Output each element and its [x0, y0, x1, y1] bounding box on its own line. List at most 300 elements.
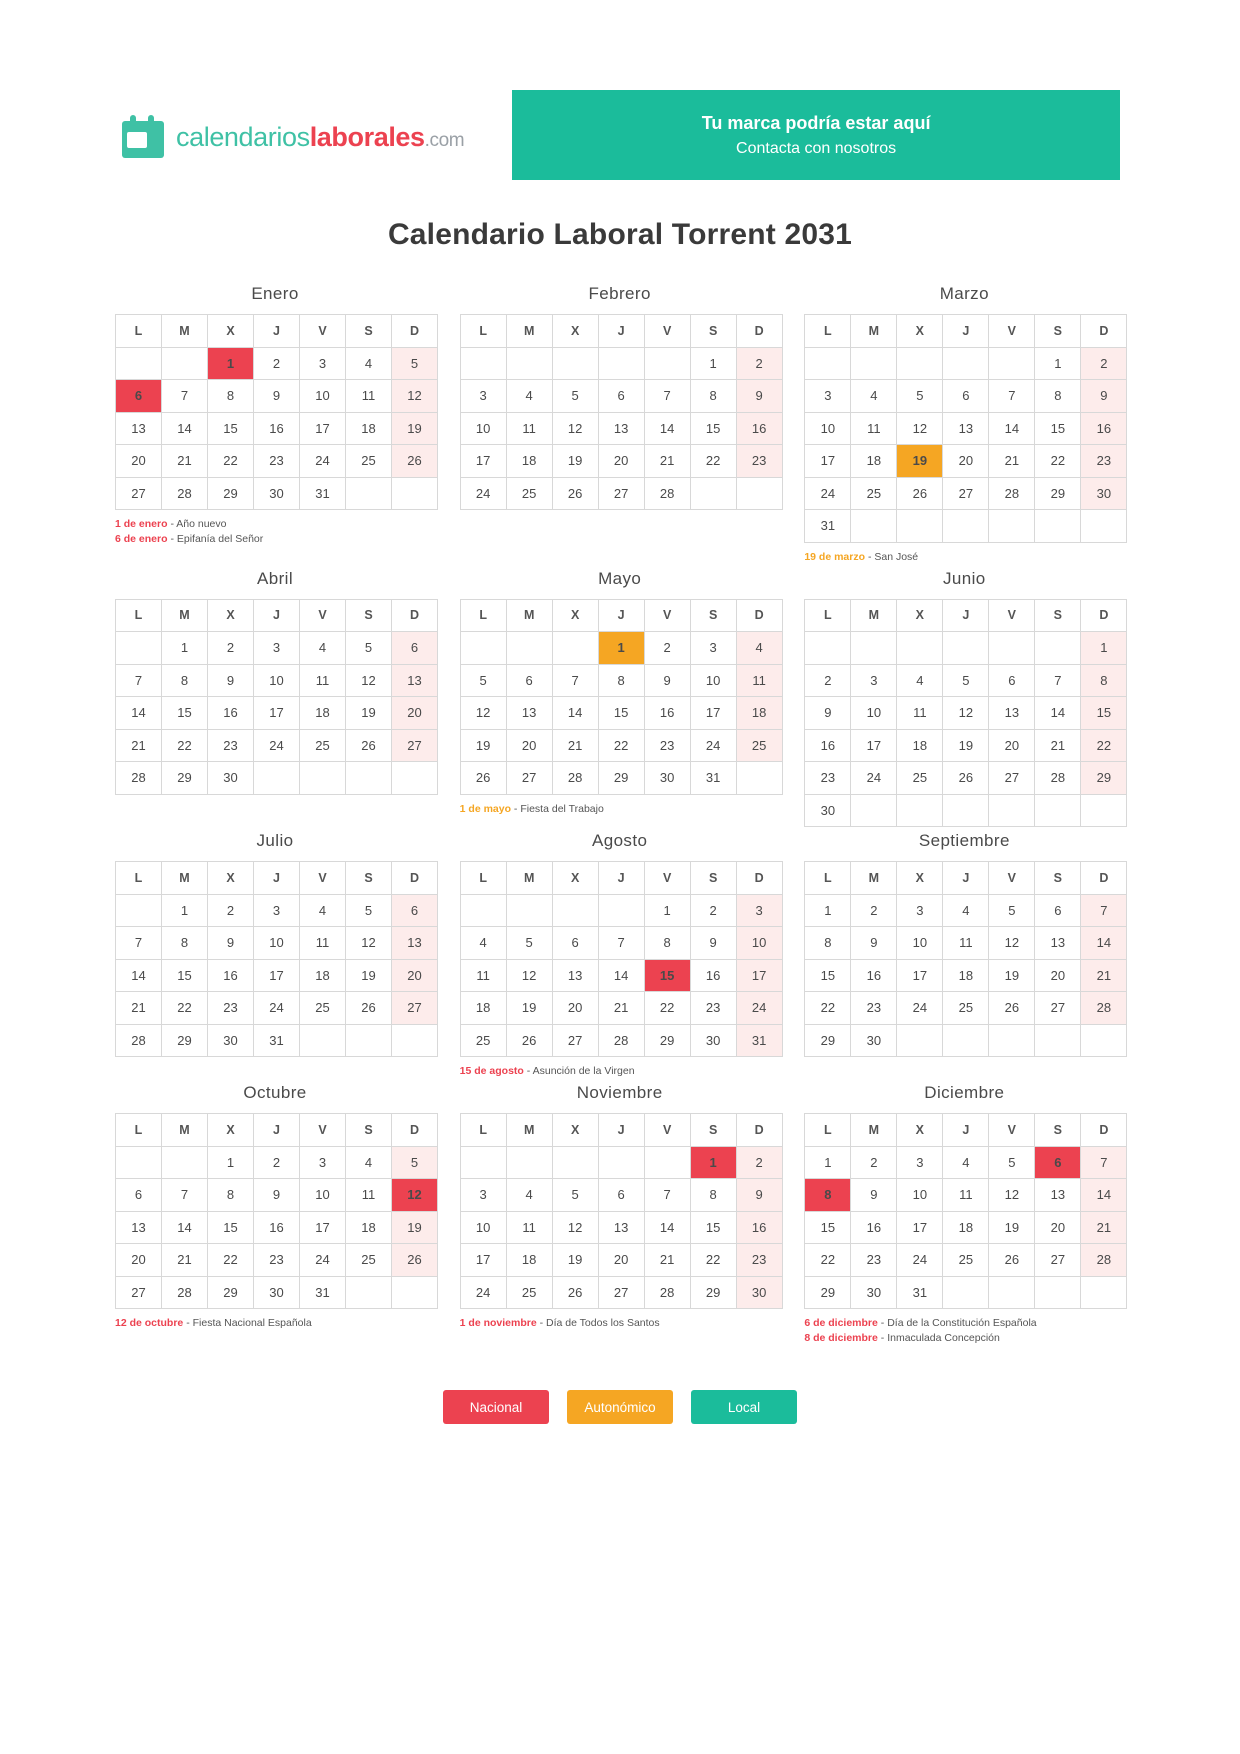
day-cell[interactable]: 12 [943, 697, 989, 730]
day-cell[interactable]: 21 [116, 729, 162, 762]
day-cell[interactable]: 19 [989, 1211, 1035, 1244]
day-cell[interactable]: 28 [116, 1024, 162, 1057]
day-cell[interactable]: 12 [897, 412, 943, 445]
day-cell[interactable]: 30 [254, 1276, 300, 1309]
day-cell[interactable]: 4 [897, 664, 943, 697]
day-cell[interactable]: 30 [208, 762, 254, 795]
day-cell[interactable]: 23 [690, 992, 736, 1025]
day-cell[interactable]: 26 [989, 1244, 1035, 1277]
day-cell[interactable]: 27 [116, 1276, 162, 1309]
day-cell[interactable]: 29 [644, 1024, 690, 1057]
day-cell[interactable]: 27 [392, 729, 438, 762]
day-cell[interactable]: 28 [1081, 1244, 1127, 1277]
day-cell[interactable]: 14 [162, 412, 208, 445]
day-cell[interactable]: 1 [208, 1146, 254, 1179]
day-cell[interactable]: 12 [346, 664, 392, 697]
day-cell[interactable]: 8 [690, 380, 736, 413]
day-cell[interactable]: 31 [300, 477, 346, 510]
day-cell[interactable]: 26 [552, 1276, 598, 1309]
day-cell[interactable]: 24 [897, 992, 943, 1025]
day-cell[interactable]: 30 [851, 1276, 897, 1309]
day-cell[interactable]: 27 [1035, 992, 1081, 1025]
day-cell[interactable]: 20 [598, 1244, 644, 1277]
day-cell[interactable]: 5 [346, 632, 392, 665]
day-cell[interactable]: 20 [116, 445, 162, 478]
day-cell-holiday[interactable]: 12 [392, 1179, 438, 1212]
day-cell[interactable]: 25 [897, 762, 943, 795]
day-cell[interactable]: 8 [208, 380, 254, 413]
day-cell[interactable]: 24 [690, 729, 736, 762]
day-cell[interactable]: 18 [346, 412, 392, 445]
day-cell[interactable]: 18 [506, 1244, 552, 1277]
day-cell[interactable]: 27 [598, 1276, 644, 1309]
day-cell[interactable]: 24 [805, 477, 851, 510]
day-cell[interactable]: 31 [897, 1276, 943, 1309]
day-cell[interactable]: 16 [208, 697, 254, 730]
day-cell[interactable]: 29 [598, 762, 644, 795]
day-cell[interactable]: 11 [897, 697, 943, 730]
day-cell[interactable]: 28 [552, 762, 598, 795]
day-cell[interactable]: 19 [392, 1211, 438, 1244]
day-cell[interactable]: 22 [690, 445, 736, 478]
day-cell[interactable]: 7 [552, 664, 598, 697]
day-cell[interactable]: 17 [460, 1244, 506, 1277]
day-cell[interactable]: 24 [460, 1276, 506, 1309]
day-cell[interactable]: 19 [552, 445, 598, 478]
day-cell[interactable]: 13 [116, 1211, 162, 1244]
day-cell[interactable]: 30 [851, 1024, 897, 1057]
day-cell[interactable]: 28 [1035, 762, 1081, 795]
day-cell[interactable]: 19 [943, 729, 989, 762]
day-cell[interactable]: 29 [805, 1276, 851, 1309]
day-cell[interactable]: 26 [989, 992, 1035, 1025]
day-cell[interactable]: 6 [1035, 894, 1081, 927]
day-cell[interactable]: 29 [1035, 477, 1081, 510]
day-cell[interactable]: 11 [506, 412, 552, 445]
day-cell[interactable]: 20 [943, 445, 989, 478]
day-cell[interactable]: 28 [598, 1024, 644, 1057]
day-cell[interactable]: 27 [506, 762, 552, 795]
day-cell[interactable]: 15 [162, 697, 208, 730]
day-cell[interactable]: 24 [897, 1244, 943, 1277]
day-cell[interactable]: 23 [1081, 445, 1127, 478]
day-cell[interactable]: 15 [690, 412, 736, 445]
day-cell[interactable]: 23 [208, 992, 254, 1025]
legend-item-autonómico[interactable]: Autonómico [567, 1390, 673, 1424]
day-cell[interactable]: 24 [254, 992, 300, 1025]
day-cell[interactable]: 22 [805, 992, 851, 1025]
day-cell[interactable]: 26 [552, 477, 598, 510]
day-cell[interactable]: 13 [392, 927, 438, 960]
day-cell[interactable]: 4 [346, 347, 392, 380]
day-cell[interactable]: 27 [392, 992, 438, 1025]
day-cell[interactable]: 12 [392, 380, 438, 413]
day-cell[interactable]: 30 [1081, 477, 1127, 510]
day-cell[interactable]: 13 [598, 1211, 644, 1244]
day-cell[interactable]: 1 [805, 1146, 851, 1179]
day-cell[interactable]: 11 [300, 927, 346, 960]
day-cell[interactable]: 4 [943, 894, 989, 927]
day-cell[interactable]: 1 [644, 894, 690, 927]
day-cell[interactable]: 15 [1081, 697, 1127, 730]
day-cell[interactable]: 8 [208, 1179, 254, 1212]
day-cell[interactable]: 28 [989, 477, 1035, 510]
day-cell[interactable]: 11 [851, 412, 897, 445]
day-cell[interactable]: 9 [851, 1179, 897, 1212]
day-cell[interactable]: 26 [346, 992, 392, 1025]
day-cell[interactable]: 14 [552, 697, 598, 730]
day-cell[interactable]: 25 [506, 477, 552, 510]
day-cell[interactable]: 28 [1081, 992, 1127, 1025]
day-cell[interactable]: 17 [254, 959, 300, 992]
day-cell[interactable]: 9 [254, 1179, 300, 1212]
day-cell-holiday[interactable]: 1 [690, 1146, 736, 1179]
day-cell[interactable]: 26 [943, 762, 989, 795]
day-cell[interactable]: 11 [346, 380, 392, 413]
day-cell[interactable]: 3 [897, 1146, 943, 1179]
day-cell[interactable]: 12 [552, 1211, 598, 1244]
day-cell[interactable]: 7 [1081, 894, 1127, 927]
day-cell[interactable]: 10 [851, 697, 897, 730]
day-cell[interactable]: 27 [598, 477, 644, 510]
day-cell[interactable]: 24 [300, 445, 346, 478]
day-cell[interactable]: 21 [1081, 959, 1127, 992]
day-cell[interactable]: 10 [254, 664, 300, 697]
day-cell[interactable]: 28 [644, 1276, 690, 1309]
day-cell[interactable]: 21 [1035, 729, 1081, 762]
day-cell[interactable]: 6 [989, 664, 1035, 697]
day-cell[interactable]: 18 [300, 697, 346, 730]
day-cell[interactable]: 2 [208, 894, 254, 927]
day-cell[interactable]: 6 [598, 380, 644, 413]
day-cell[interactable]: 8 [644, 927, 690, 960]
day-cell[interactable]: 15 [805, 1211, 851, 1244]
day-cell[interactable]: 31 [805, 510, 851, 543]
day-cell[interactable]: 13 [506, 697, 552, 730]
day-cell[interactable]: 3 [300, 347, 346, 380]
day-cell[interactable]: 10 [460, 412, 506, 445]
legend-item-local[interactable]: Local [691, 1390, 797, 1424]
day-cell[interactable]: 3 [460, 380, 506, 413]
day-cell[interactable]: 29 [1081, 762, 1127, 795]
day-cell[interactable]: 10 [805, 412, 851, 445]
day-cell[interactable]: 4 [346, 1146, 392, 1179]
day-cell[interactable]: 14 [598, 959, 644, 992]
day-cell-holiday[interactable]: 6 [1035, 1146, 1081, 1179]
day-cell[interactable]: 27 [989, 762, 1035, 795]
day-cell[interactable]: 26 [897, 477, 943, 510]
day-cell[interactable]: 9 [805, 697, 851, 730]
day-cell[interactable]: 28 [116, 762, 162, 795]
day-cell[interactable]: 20 [598, 445, 644, 478]
day-cell[interactable]: 26 [392, 1244, 438, 1277]
day-cell[interactable]: 22 [1081, 729, 1127, 762]
day-cell[interactable]: 21 [162, 1244, 208, 1277]
day-cell[interactable]: 10 [736, 927, 782, 960]
day-cell[interactable]: 16 [254, 1211, 300, 1244]
day-cell[interactable]: 6 [943, 380, 989, 413]
day-cell[interactable]: 7 [116, 664, 162, 697]
day-cell[interactable]: 9 [208, 664, 254, 697]
day-cell[interactable]: 20 [1035, 959, 1081, 992]
day-cell-holiday[interactable]: 1 [598, 632, 644, 665]
day-cell[interactable]: 2 [1081, 347, 1127, 380]
day-cell[interactable]: 30 [644, 762, 690, 795]
day-cell[interactable]: 17 [300, 1211, 346, 1244]
day-cell[interactable]: 14 [644, 1211, 690, 1244]
day-cell[interactable]: 4 [300, 894, 346, 927]
day-cell[interactable]: 30 [690, 1024, 736, 1057]
day-cell[interactable]: 5 [989, 894, 1035, 927]
day-cell[interactable]: 1 [162, 632, 208, 665]
day-cell[interactable]: 15 [805, 959, 851, 992]
day-cell[interactable]: 9 [736, 1179, 782, 1212]
day-cell[interactable]: 10 [897, 927, 943, 960]
day-cell[interactable]: 9 [690, 927, 736, 960]
day-cell[interactable]: 2 [851, 1146, 897, 1179]
day-cell[interactable]: 2 [690, 894, 736, 927]
day-cell[interactable]: 3 [897, 894, 943, 927]
day-cell[interactable]: 31 [690, 762, 736, 795]
day-cell[interactable]: 22 [1035, 445, 1081, 478]
day-cell[interactable]: 25 [346, 445, 392, 478]
day-cell[interactable]: 14 [116, 959, 162, 992]
day-cell[interactable]: 3 [300, 1146, 346, 1179]
day-cell[interactable]: 27 [552, 1024, 598, 1057]
day-cell[interactable]: 10 [690, 664, 736, 697]
day-cell[interactable]: 26 [392, 445, 438, 478]
day-cell-holiday[interactable]: 1 [208, 347, 254, 380]
day-cell[interactable]: 16 [805, 729, 851, 762]
day-cell[interactable]: 14 [116, 697, 162, 730]
day-cell[interactable]: 5 [989, 1146, 1035, 1179]
day-cell[interactable]: 9 [736, 380, 782, 413]
day-cell[interactable]: 20 [506, 729, 552, 762]
day-cell[interactable]: 26 [460, 762, 506, 795]
day-cell[interactable]: 25 [943, 1244, 989, 1277]
day-cell[interactable]: 13 [989, 697, 1035, 730]
day-cell[interactable]: 6 [392, 894, 438, 927]
day-cell[interactable]: 7 [598, 927, 644, 960]
day-cell[interactable]: 5 [392, 347, 438, 380]
day-cell[interactable]: 4 [300, 632, 346, 665]
day-cell[interactable]: 30 [254, 477, 300, 510]
day-cell[interactable]: 21 [1081, 1211, 1127, 1244]
day-cell[interactable]: 16 [690, 959, 736, 992]
day-cell[interactable]: 3 [690, 632, 736, 665]
day-cell[interactable]: 18 [943, 1211, 989, 1244]
day-cell[interactable]: 23 [254, 445, 300, 478]
day-cell[interactable]: 1 [1081, 632, 1127, 665]
day-cell[interactable]: 8 [690, 1179, 736, 1212]
day-cell[interactable]: 12 [552, 412, 598, 445]
day-cell[interactable]: 8 [805, 927, 851, 960]
day-cell[interactable]: 1 [1035, 347, 1081, 380]
day-cell[interactable]: 19 [460, 729, 506, 762]
day-cell[interactable]: 21 [644, 445, 690, 478]
day-cell[interactable]: 22 [208, 445, 254, 478]
day-cell[interactable]: 18 [300, 959, 346, 992]
day-cell[interactable]: 23 [644, 729, 690, 762]
day-cell[interactable]: 13 [598, 412, 644, 445]
day-cell[interactable]: 16 [1081, 412, 1127, 445]
day-cell[interactable]: 6 [392, 632, 438, 665]
day-cell[interactable]: 21 [116, 992, 162, 1025]
day-cell[interactable]: 19 [989, 959, 1035, 992]
day-cell[interactable]: 23 [254, 1244, 300, 1277]
day-cell[interactable]: 6 [506, 664, 552, 697]
day-cell[interactable]: 17 [300, 412, 346, 445]
day-cell[interactable]: 29 [208, 477, 254, 510]
day-cell[interactable]: 11 [943, 1179, 989, 1212]
day-cell[interactable]: 18 [736, 697, 782, 730]
day-cell[interactable]: 25 [851, 477, 897, 510]
day-cell[interactable]: 16 [851, 959, 897, 992]
day-cell[interactable]: 21 [644, 1244, 690, 1277]
day-cell[interactable]: 11 [460, 959, 506, 992]
day-cell[interactable]: 23 [736, 1244, 782, 1277]
day-cell[interactable]: 24 [254, 729, 300, 762]
day-cell[interactable]: 25 [736, 729, 782, 762]
day-cell[interactable]: 20 [116, 1244, 162, 1277]
day-cell[interactable]: 30 [805, 794, 851, 827]
day-cell[interactable]: 7 [1081, 1146, 1127, 1179]
day-cell[interactable]: 1 [805, 894, 851, 927]
day-cell[interactable]: 18 [346, 1211, 392, 1244]
day-cell[interactable]: 12 [989, 1179, 1035, 1212]
day-cell[interactable]: 8 [1081, 664, 1127, 697]
day-cell[interactable]: 10 [300, 380, 346, 413]
day-cell[interactable]: 6 [116, 1179, 162, 1212]
day-cell[interactable]: 25 [346, 1244, 392, 1277]
day-cell[interactable]: 16 [208, 959, 254, 992]
day-cell[interactable]: 14 [1081, 1179, 1127, 1212]
day-cell[interactable]: 30 [736, 1276, 782, 1309]
day-cell[interactable]: 3 [805, 380, 851, 413]
day-cell[interactable]: 22 [598, 729, 644, 762]
day-cell[interactable]: 27 [116, 477, 162, 510]
day-cell[interactable]: 15 [1035, 412, 1081, 445]
day-cell[interactable]: 27 [943, 477, 989, 510]
day-cell[interactable]: 1 [162, 894, 208, 927]
day-cell[interactable]: 19 [346, 959, 392, 992]
day-cell[interactable]: 21 [552, 729, 598, 762]
day-cell[interactable]: 3 [736, 894, 782, 927]
day-cell[interactable]: 19 [552, 1244, 598, 1277]
day-cell[interactable]: 9 [254, 380, 300, 413]
day-cell-holiday[interactable]: 6 [116, 380, 162, 413]
day-cell[interactable]: 29 [162, 762, 208, 795]
day-cell[interactable]: 20 [1035, 1211, 1081, 1244]
day-cell[interactable]: 13 [392, 664, 438, 697]
day-cell[interactable]: 4 [460, 927, 506, 960]
day-cell[interactable]: 5 [392, 1146, 438, 1179]
day-cell[interactable]: 22 [644, 992, 690, 1025]
day-cell[interactable]: 5 [506, 927, 552, 960]
day-cell[interactable]: 15 [598, 697, 644, 730]
day-cell[interactable]: 6 [598, 1179, 644, 1212]
day-cell[interactable]: 8 [598, 664, 644, 697]
day-cell[interactable]: 4 [506, 1179, 552, 1212]
day-cell[interactable]: 15 [208, 412, 254, 445]
site-logo[interactable] [120, 90, 512, 160]
day-cell[interactable]: 17 [805, 445, 851, 478]
day-cell[interactable]: 18 [460, 992, 506, 1025]
day-cell[interactable]: 23 [736, 445, 782, 478]
day-cell[interactable]: 11 [736, 664, 782, 697]
day-cell-holiday[interactable]: 8 [805, 1179, 851, 1212]
day-cell[interactable]: 31 [736, 1024, 782, 1057]
day-cell[interactable]: 2 [254, 347, 300, 380]
day-cell[interactable]: 10 [300, 1179, 346, 1212]
day-cell[interactable]: 6 [552, 927, 598, 960]
day-cell[interactable]: 5 [552, 1179, 598, 1212]
day-cell[interactable]: 11 [506, 1211, 552, 1244]
day-cell[interactable]: 7 [989, 380, 1035, 413]
day-cell[interactable]: 3 [851, 664, 897, 697]
day-cell[interactable]: 19 [506, 992, 552, 1025]
day-cell[interactable]: 16 [851, 1211, 897, 1244]
day-cell[interactable]: 17 [736, 959, 782, 992]
day-cell[interactable]: 7 [162, 380, 208, 413]
day-cell[interactable]: 7 [1035, 664, 1081, 697]
day-cell[interactable]: 13 [1035, 927, 1081, 960]
day-cell[interactable]: 28 [644, 477, 690, 510]
day-cell[interactable]: 2 [736, 347, 782, 380]
day-cell[interactable]: 4 [506, 380, 552, 413]
ad-banner[interactable] [512, 90, 1120, 180]
day-cell[interactable]: 22 [805, 1244, 851, 1277]
day-cell[interactable]: 28 [162, 477, 208, 510]
day-cell[interactable]: 2 [851, 894, 897, 927]
day-cell[interactable]: 31 [254, 1024, 300, 1057]
day-cell[interactable]: 11 [300, 664, 346, 697]
day-cell[interactable]: 7 [116, 927, 162, 960]
day-cell[interactable]: 12 [346, 927, 392, 960]
day-cell[interactable]: 7 [644, 380, 690, 413]
day-cell[interactable]: 18 [506, 445, 552, 478]
day-cell[interactable]: 4 [736, 632, 782, 665]
day-cell[interactable]: 30 [208, 1024, 254, 1057]
day-cell[interactable]: 16 [736, 412, 782, 445]
day-cell[interactable]: 10 [254, 927, 300, 960]
day-cell[interactable]: 14 [989, 412, 1035, 445]
day-cell[interactable]: 24 [851, 762, 897, 795]
day-cell[interactable]: 2 [208, 632, 254, 665]
day-cell[interactable]: 24 [300, 1244, 346, 1277]
day-cell[interactable]: 14 [644, 412, 690, 445]
day-cell[interactable]: 20 [392, 959, 438, 992]
day-cell[interactable]: 5 [897, 380, 943, 413]
day-cell[interactable]: 5 [552, 380, 598, 413]
day-cell[interactable]: 9 [851, 927, 897, 960]
day-cell[interactable]: 9 [208, 927, 254, 960]
day-cell[interactable]: 21 [598, 992, 644, 1025]
day-cell[interactable]: 9 [644, 664, 690, 697]
day-cell[interactable]: 26 [346, 729, 392, 762]
day-cell[interactable]: 24 [736, 992, 782, 1025]
day-cell[interactable]: 25 [506, 1276, 552, 1309]
day-cell[interactable]: 8 [162, 664, 208, 697]
day-cell[interactable]: 17 [690, 697, 736, 730]
day-cell[interactable]: 8 [162, 927, 208, 960]
day-cell[interactable]: 18 [851, 445, 897, 478]
day-cell[interactable]: 29 [690, 1276, 736, 1309]
day-cell[interactable]: 12 [506, 959, 552, 992]
day-cell[interactable]: 5 [346, 894, 392, 927]
day-cell[interactable]: 5 [943, 664, 989, 697]
day-cell[interactable]: 17 [254, 697, 300, 730]
